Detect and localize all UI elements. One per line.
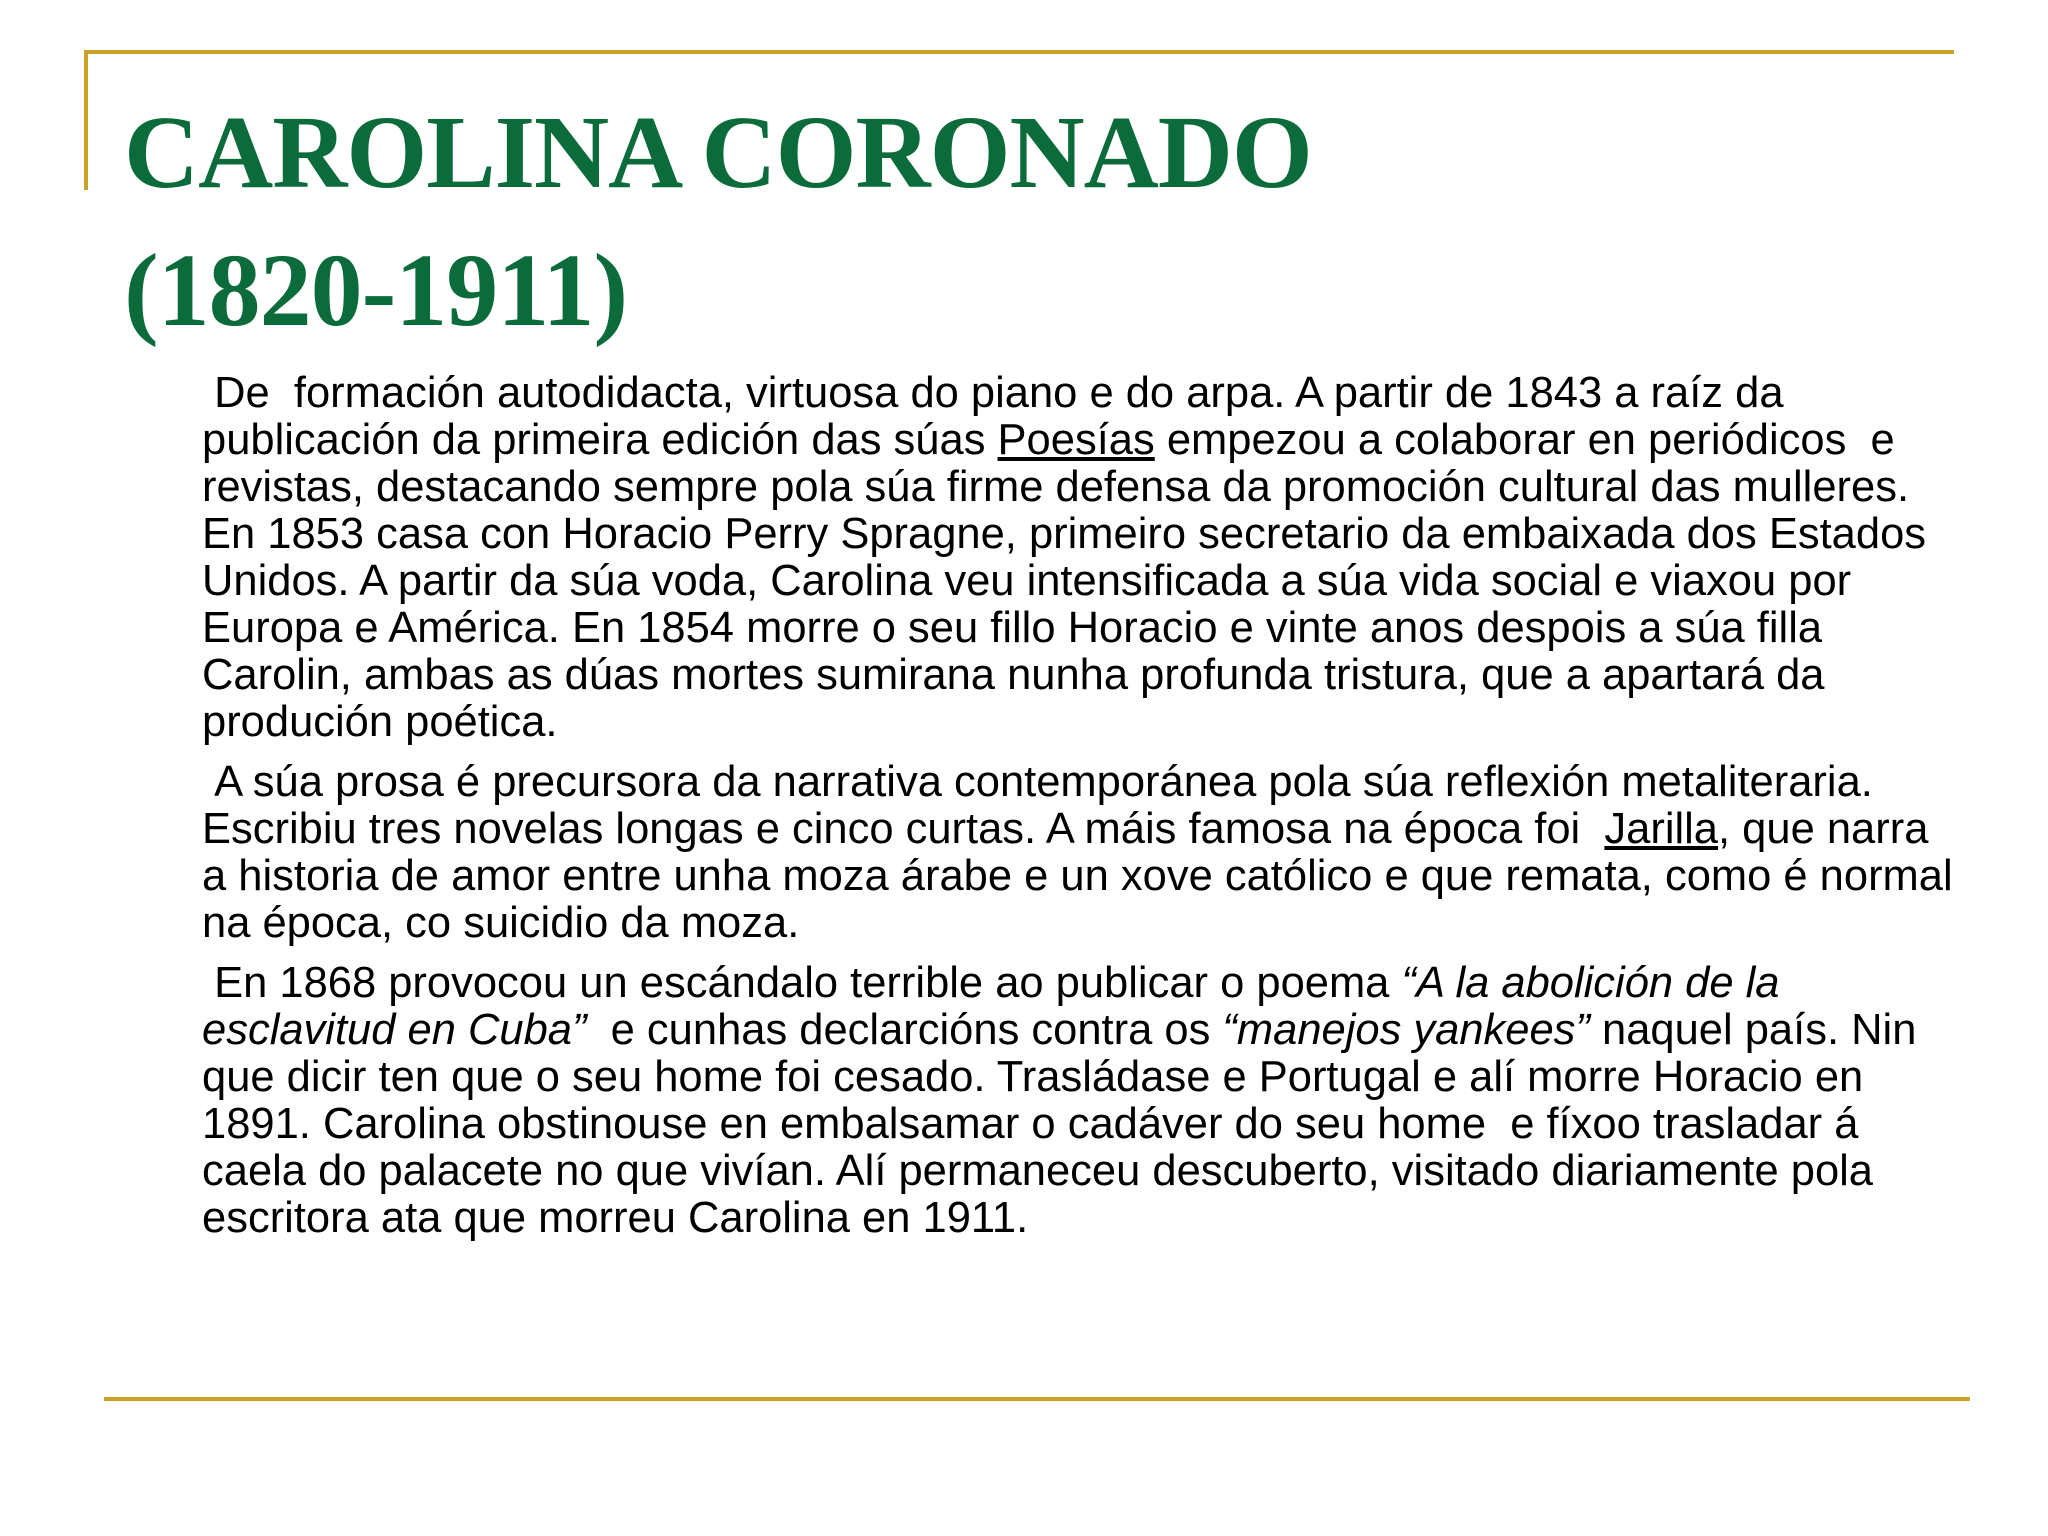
paragraph-2-text-a: A súa prosa é precursora da narrativa contemporánea pola súa reflexión metaliteraria. Escribiu tres novelas longas e cinco curtas. A máis famosa na época foi (202, 758, 1885, 853)
slide-title (124, 84, 1944, 360)
paragraph-1-text-b: empezou a colaborar en periódicos e revistas, destacando sempre pola súa firme defensa da promoción cultural das mulleres. En 1853 casa con Horacio Perry Spragne, primeiro secretario da embaixada dos Estados Unidos. A partir da súa voda, Carolina veu intensificada a súa vida social e viaxou por Europa e América. En 1854 morre o seu fillo Horacio e vinte anos despois a súa filla Carolin, ambas as dúas mortes sumirana nunha profunda tristura, que a apartará da produción poética. (202, 416, 1939, 746)
paragraph-prose (202, 758, 1965, 947)
slide-body (202, 369, 1965, 1255)
work-title-poesias: Poesías (997, 416, 1155, 464)
top-gold-rule (84, 50, 1954, 54)
left-gold-rule (84, 50, 88, 190)
paragraph-3-text-a: En 1868 provocou un escándalo terrible ao publicar o poema (202, 959, 1402, 1007)
paragraph-3-text-b: e cunhas declarcións contra os (586, 1006, 1223, 1054)
paragraph-2-text-b: , que narra a historia de amor entre unha moza árabe e un xove católico e que remata, como é normal na época, co suicidio da moza. (202, 805, 1965, 947)
title-name: CAROLINA CORONADO (124, 95, 1312, 210)
paragraph-3-text-c: naquel país. Nin que dicir ten que o seu home foi cesado. Trasládase e Portugal e alí morre Horacio en 1891. Carolina obstinouse en embalsamar o cadáver do seu home e fíxoo trasladar á caela do palacete no que vivían. Alí permaneceu descuberto, visitado diariamente pola escritora ata que morreu Carolina en 1911. (202, 1006, 1929, 1242)
quote-manejos-yankees: “manejos yankees” (1222, 1006, 1590, 1054)
poem-title: “A la abolición de la esclavitud en Cuba” (202, 959, 1792, 1054)
title-dates: (1820-1911) (124, 233, 628, 348)
paragraph-scandal (202, 960, 1962, 1242)
work-title-jarilla: Jarilla (1604, 805, 1719, 853)
bottom-gold-rule (104, 1397, 1970, 1401)
paragraph-1-text-a: De formación autodidacta, virtuosa do piano e do arpa. A partir de 1843 a raíz da publicación da primeira edición das súas (202, 369, 1796, 464)
paragraph-biography (202, 370, 1962, 746)
